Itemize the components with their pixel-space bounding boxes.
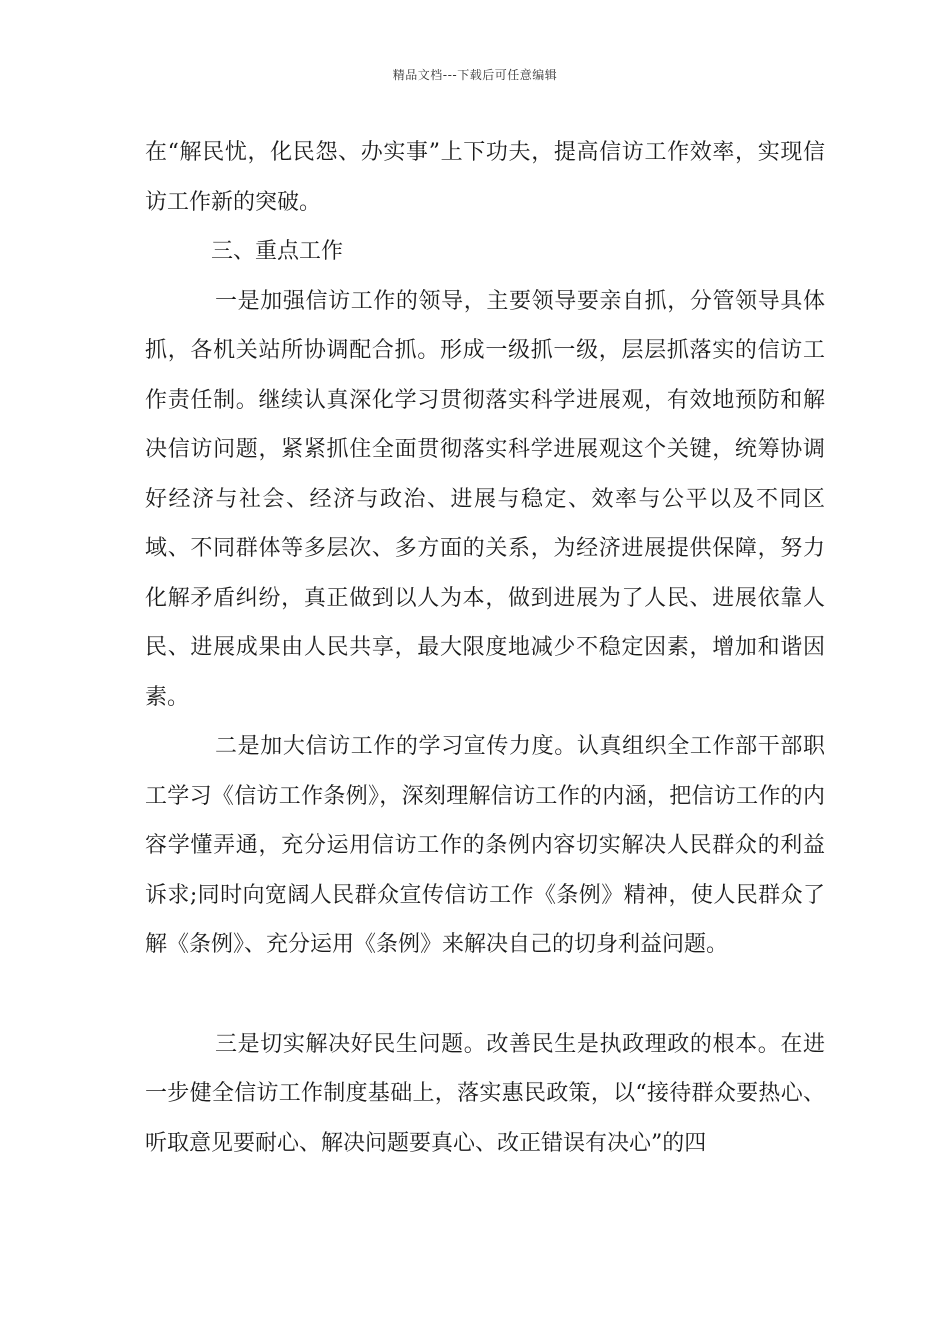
paragraph-gap [145, 970, 825, 1020]
paragraph-3: 三是切实解决好民生问题。改善民生是执政理政的根本。在进一步健全信访工作制度基础上，落实惠民政策，以“接待群众要热心、听取意见要耐心、解决问题要真心、改正错误有决心”的四 [145, 1031, 825, 1156]
paragraph-1: 一是加强信访工作的领导，主要领导要亲自抓，分管领导具体抓，各机关站所协调配合抓。形成一级抓一级，层层抓落实的信访工作责任制。继续认真深化学习贯彻落实科学进展观，有效地预防和解决信访问题，紧紧抓住全面贯彻落实科学进展观这个关键，统筹协调好经济与社会、经济与政治、进展与稳定、效率与公平以及不同区域、不同群体等多层次、多方面的关系，为经济进展提供保障，努力化解矛盾纠纷，真正做到以人为本，做到进展为了人民、进展依靠人民、进展成果由人民共享，最大限度地减少不稳定因素，增加和谐因素。 [145, 288, 825, 710]
section-heading: 三、重点工作 [211, 239, 344, 264]
paragraph-2: 二是加大信访工作的学习宣传力度。认真组织全工作部干部职工学习《信访工作条例》，深刻理解信访工作的内涵，把信访工作的内容学懂弄通，充分运用信访工作的条例内容切实解决人民群众的利益诉求;同时向宽阔人民群众宣传信访工作《条例》精神，使人民群众了解《条例》、充分运用《条例》来解决自己的切身利益问题。 [145, 734, 825, 957]
paragraph-intro: 在“解民忧，化民怨、办实事”上下功夫，提高信访工作效率，实现信访工作新的突破。 [145, 140, 825, 215]
body-text [145, 128, 825, 1168]
page-header: 精品文档---下载后可任意编辑 [392, 68, 558, 82]
